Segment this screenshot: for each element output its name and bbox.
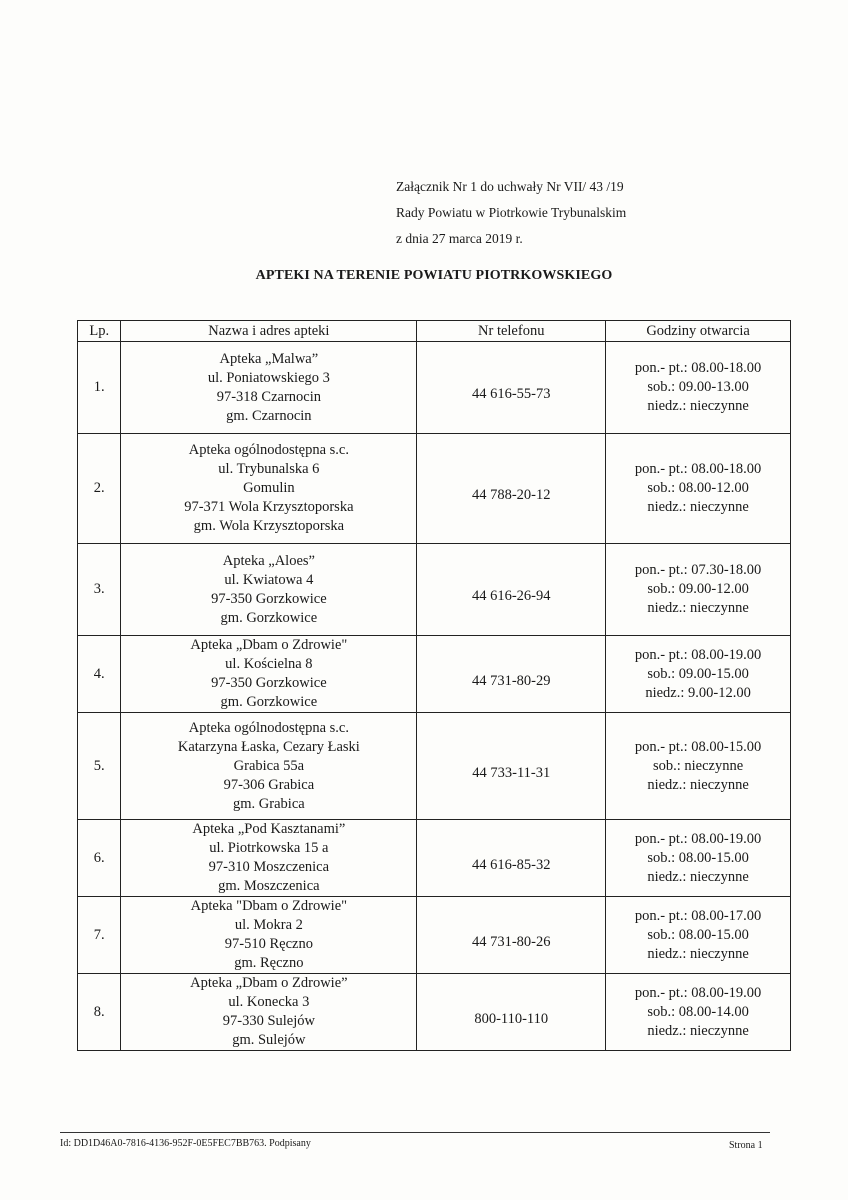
address-line: gm. Sulejów [232, 1032, 306, 1048]
phone-number: 44 731-80-26 [417, 897, 606, 974]
row-number: 1. [78, 342, 121, 434]
hours-line: sob.: 08.00-12.00 [647, 480, 749, 496]
hours-line: sob.: nieczynne [652, 757, 744, 774]
phone-number: 44 788-20-12 [417, 434, 606, 544]
address-line: 97-350 Gorzkowice [211, 590, 327, 607]
column-header-lp: Lp. [78, 321, 121, 342]
row-number: 2. [78, 434, 121, 544]
address-line: gm. Moszczenica [218, 878, 320, 894]
row-number: 7. [78, 897, 121, 974]
address-line: Apteka "Dbam o Zdrowie" [190, 898, 348, 914]
table-header-row [78, 321, 791, 342]
address-line: 97-306 Grabica [223, 776, 315, 793]
hours-line: sob.: 09.00-15.00 [647, 665, 749, 682]
hours-line: niedz.: nieczynne [647, 499, 749, 515]
address-line: Apteka ogólnodostępna s.c. [188, 442, 349, 458]
hours-line: pon.- pt.: 08.00-18.00 [634, 360, 762, 376]
address-line: ul. Poniatowskiego 3 [207, 369, 330, 386]
hours-line: niedz.: 9.00-12.00 [645, 684, 751, 701]
pharmacy-table [77, 320, 791, 1051]
address-line: ul. Kwiatowa 4 [224, 571, 314, 588]
opening-hours [606, 974, 791, 1051]
address-line: ul. Piotrkowska 15 a [209, 840, 329, 856]
address-line: ul. Kościelna 8 [225, 656, 313, 672]
hours-line: sob.: 08.00-14.00 [647, 1003, 749, 1020]
address-line: gm. Czarnocin [226, 407, 312, 424]
hours-line: sob.: 08.00-15.00 [647, 926, 749, 943]
hours-line: niedz.: nieczynne [647, 1022, 749, 1039]
opening-hours [606, 544, 791, 636]
hours-line: pon.- pt.: 08.00-19.00 [634, 830, 762, 847]
footer-divider [60, 1132, 770, 1133]
pharmacy-name-address [121, 342, 417, 434]
hours-line: pon.- pt.: 07.30-18.00 [634, 562, 762, 578]
hours-line: pon.- pt.: 08.00-19.00 [634, 646, 762, 663]
address-line: 97-350 Gorzkowice [211, 675, 327, 691]
pharmacy-name-address [121, 713, 417, 820]
address-line: ul. Trybunalska 6 [218, 461, 320, 477]
address-line: ul. Konecka 3 [228, 994, 310, 1010]
opening-hours [606, 342, 791, 434]
phone-number: 44 616-55-73 [417, 342, 606, 434]
opening-hours [606, 636, 791, 713]
table-row [78, 897, 791, 974]
table-row [78, 636, 791, 713]
pharmacy-name-address [121, 544, 417, 636]
page-number: Strona 1 [729, 1140, 763, 1151]
resolution-header [396, 174, 626, 252]
address-line: 97-371 Wola Krzysztoporska [184, 499, 354, 515]
phone-number: 44 731-80-29 [417, 636, 606, 713]
opening-hours [606, 434, 791, 544]
address-line: Apteka „Aloes” [222, 552, 315, 569]
hours-line: sob.: 08.00-15.00 [647, 849, 749, 866]
address-line: gm. Gorzkowice [220, 609, 318, 626]
address-line: gm. Ręczno [234, 955, 304, 971]
document-id: Id: DD1D46A0-7816-4136-952F-0E5FEC7BB763. Podpisany [60, 1138, 311, 1149]
address-line: Apteka „Dbam o Zdrowie" [190, 637, 348, 653]
document-title: APTEKI NA TERENIE POWIATU PIOTRKOWSKIEGO [255, 268, 613, 283]
address-line: Apteka „Malwa” [219, 350, 319, 367]
pharmacy-name-address [121, 974, 417, 1051]
hours-line: niedz.: nieczynne [647, 600, 749, 616]
table-row [78, 342, 791, 434]
header-line-council: Rady Powiatu w Piotrkowie Trybunalskim [396, 205, 627, 220]
hours-line: sob.: 09.00-12.00 [647, 581, 749, 597]
address-line: gm. Gorzkowice [220, 694, 318, 710]
address-line: Gomulin [243, 480, 295, 496]
header-line-date: z dnia 27 marca 2019 r. [396, 231, 523, 246]
phone-number: 44 616-26-94 [417, 544, 606, 636]
hours-line: pon.- pt.: 08.00-19.00 [634, 984, 762, 1001]
address-line: 97-318 Czarnocin [216, 388, 322, 405]
phone-number: 44 733-11-31 [417, 713, 606, 820]
table-row [78, 434, 791, 544]
address-line: Apteka „Pod Kasztanami” [192, 821, 346, 837]
hours-line: sob.: 09.00-13.00 [647, 379, 749, 395]
table-row [78, 544, 791, 636]
table-row [78, 820, 791, 897]
hours-line: pon.- pt.: 08.00-15.00 [634, 738, 762, 755]
address-line: Grabica 55a [233, 757, 305, 774]
address-line: gm. Grabica [233, 795, 305, 812]
column-header-hours: Godziny otwarcia [606, 321, 791, 342]
table-row [78, 974, 791, 1051]
row-number: 8. [78, 974, 121, 1051]
column-header-name: Nazwa i adres apteki [121, 321, 417, 342]
row-number: 4. [78, 636, 121, 713]
row-number: 6. [78, 820, 121, 897]
hours-line: pon.- pt.: 08.00-18.00 [634, 461, 762, 477]
hours-line: niedz.: nieczynne [647, 776, 749, 793]
opening-hours [606, 897, 791, 974]
address-line: gm. Wola Krzysztoporska [193, 518, 345, 534]
phone-number: 44 616-85-32 [417, 820, 606, 897]
address-line: Katarzyna Łaska, Cezary Łaski [177, 738, 360, 755]
hours-line: niedz.: nieczynne [647, 398, 749, 414]
header-line-annex: Załącznik Nr 1 do uchwały Nr VII/ 43 /19 [396, 179, 624, 194]
address-line: ul. Mokra 2 [234, 917, 303, 933]
phone-number: 800-110-110 [417, 974, 606, 1051]
address-line: Apteka „Dbam o Zdrowie” [190, 975, 348, 991]
opening-hours [606, 713, 791, 820]
table-row [78, 713, 791, 820]
row-number: 3. [78, 544, 121, 636]
hours-line: niedz.: nieczynne [647, 868, 749, 885]
address-line: 97-510 Ręczno [224, 936, 313, 952]
hours-line: niedz.: nieczynne [647, 945, 749, 962]
opening-hours [606, 820, 791, 897]
address-line: 97-330 Sulejów [222, 1013, 315, 1029]
address-line: Apteka ogólnodostępna s.c. [188, 719, 349, 736]
pharmacy-name-address [121, 434, 417, 544]
row-number: 5. [78, 713, 121, 820]
pharmacy-name-address [121, 897, 417, 974]
column-header-phone: Nr telefonu [417, 321, 606, 342]
hours-line: pon.- pt.: 08.00-17.00 [634, 907, 762, 924]
address-line: 97-310 Moszczenica [208, 859, 330, 875]
pharmacy-name-address [121, 820, 417, 897]
pharmacy-name-address [121, 636, 417, 713]
